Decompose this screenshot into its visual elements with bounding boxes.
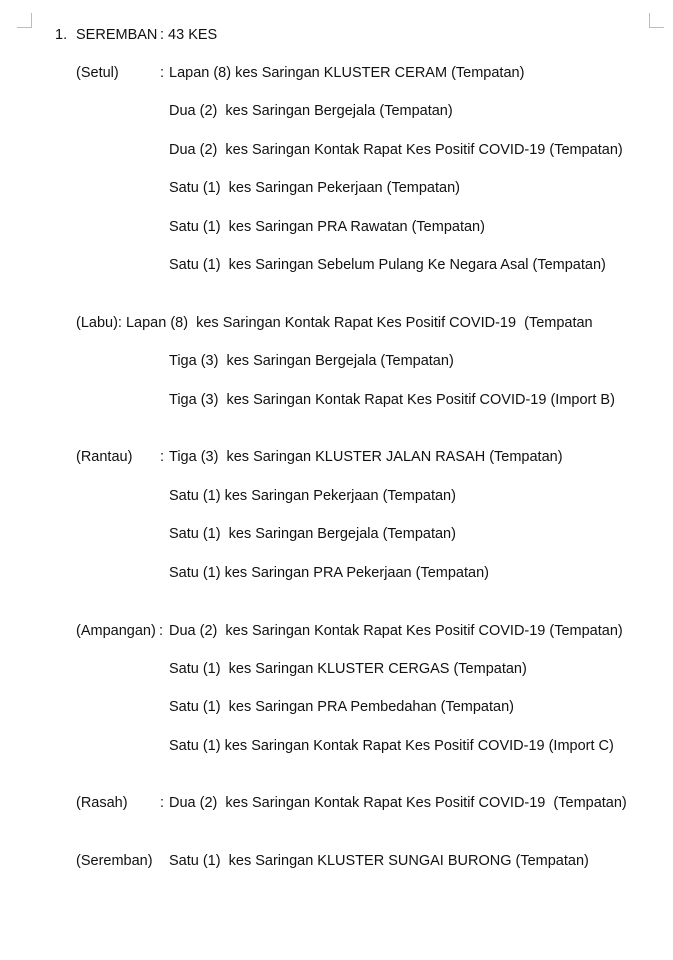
page-corner-mark-top-left <box>17 13 32 28</box>
case-line: Satu (1) kes Saringan PRA Pembedahan (Tempatan) <box>169 699 514 715</box>
list-number: 1. <box>55 27 68 43</box>
section-colon: : <box>159 623 164 639</box>
section-label: (Ampangan) <box>76 623 156 639</box>
case-line: Lapan (8) kes Saringan KLUSTER CERAM (Tempatan) <box>169 65 525 81</box>
case-line: Tiga (3) kes Saringan Bergejala (Tempatan) <box>169 353 454 369</box>
section-label: (Setul) <box>76 65 119 81</box>
case-line: (Labu): Lapan (8) kes Saringan Kontak Rapat Kes Positif COVID-19 (Tempatan <box>76 315 593 331</box>
case-line: Tiga (3) kes Saringan KLUSTER JALAN RASAH (Tempatan) <box>169 449 563 465</box>
section-label: (Rantau) <box>76 449 133 465</box>
case-line: Dua (2) kes Saringan Bergejala (Tempatan) <box>169 103 453 119</box>
case-line: Dua (2) kes Saringan Kontak Rapat Kes Positif COVID-19 (Tempatan) <box>169 142 623 158</box>
section-label: (Seremban) <box>76 853 153 869</box>
section-label: (Rasah) <box>76 795 128 811</box>
section-colon: : <box>160 65 165 81</box>
case-line: Satu (1) kes Saringan Sebelum Pulang Ke Negara Asal (Tempatan) <box>169 257 606 273</box>
case-line: Dua (2) kes Saringan Kontak Rapat Kes Positif COVID-19 (Tempatan) <box>169 795 627 811</box>
section-colon: : <box>160 449 165 465</box>
case-line: Satu (1) kes Saringan KLUSTER SUNGAI BURONG (Tempatan) <box>169 853 589 869</box>
page-corner-mark-top-right <box>649 13 664 28</box>
case-line: Satu (1) kes Saringan PRA Pekerjaan (Tempatan) <box>169 565 489 581</box>
case-line: Satu (1) kes Saringan Pekerjaan (Tempatan) <box>169 488 456 504</box>
case-line: Satu (1) kes Saringan Pekerjaan (Tempatan) <box>169 180 460 196</box>
section-colon: : <box>160 795 165 811</box>
district-case-count: : 43 KES <box>160 27 218 43</box>
district-title: SEREMBAN <box>76 27 158 43</box>
case-line: Tiga (3) kes Saringan Kontak Rapat Kes Positif COVID-19 (Import B) <box>169 392 615 408</box>
case-line: Satu (1) kes Saringan PRA Rawatan (Tempatan) <box>169 219 485 235</box>
case-line: Dua (2) kes Saringan Kontak Rapat Kes Positif COVID-19 (Tempatan) <box>169 623 623 639</box>
case-line: Satu (1) kes Saringan Kontak Rapat Kes Positif COVID-19 (Import C) <box>169 738 614 754</box>
case-line: Satu (1) kes Saringan KLUSTER CERGAS (Tempatan) <box>169 661 527 677</box>
case-line: Satu (1) kes Saringan Bergejala (Tempatan) <box>169 526 456 542</box>
